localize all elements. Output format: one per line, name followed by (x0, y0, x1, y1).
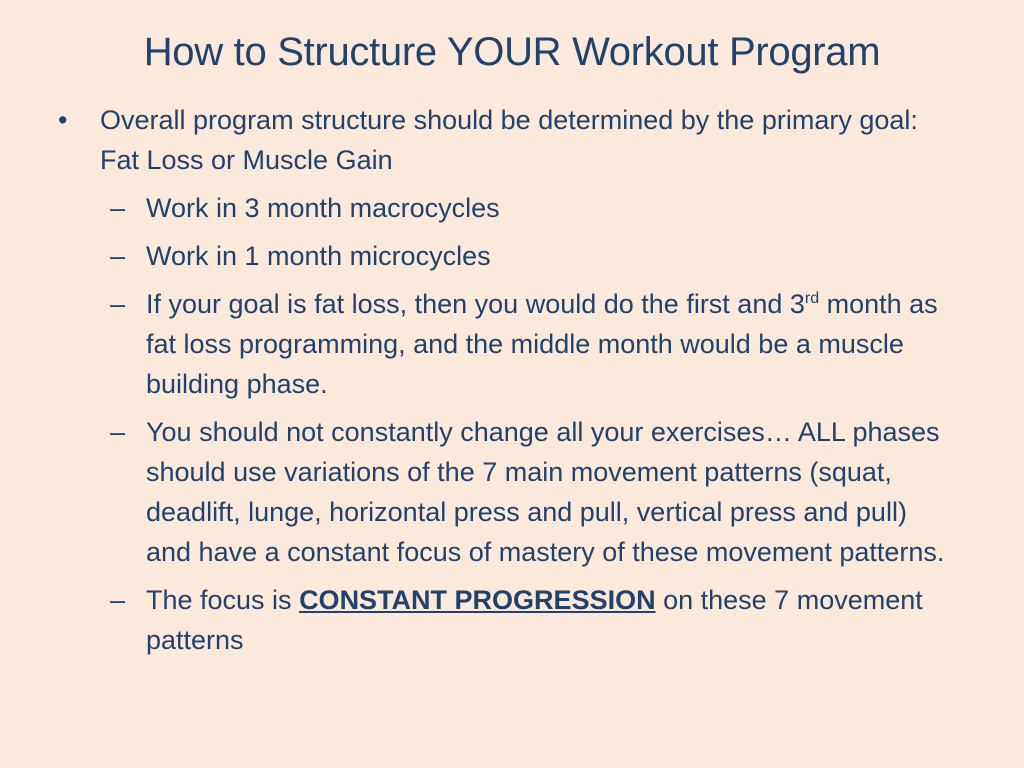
sub-bullet-fat-loss-goal (58, 284, 958, 404)
dash-marker: – (110, 585, 126, 615)
sub-bullet-text: Work in 3 month macrocycles (146, 193, 500, 223)
sub-bullet-exercise-variation (58, 412, 958, 572)
sub-bullet-text-start: The focus is (146, 585, 300, 615)
bullet-marker: • (58, 105, 68, 135)
main-bullet (58, 100, 958, 180)
slide-title: How to Structure YOUR Workout Program (143, 30, 881, 74)
slide-content (58, 100, 958, 660)
dash-marker: – (110, 417, 126, 447)
main-bullet-text: Overall program structure should be determined by the primary goal: Fat Loss or Muscle Gain (100, 105, 918, 175)
sub-bullet-text-end: on these 7 movement patterns (146, 585, 923, 655)
dash-marker: – (110, 241, 126, 271)
dash-marker: – (110, 193, 126, 223)
dash-marker: – (110, 289, 126, 319)
sub-bullet-macrocycles (58, 188, 958, 228)
sub-bullet-text: Work in 1 month microcycles (146, 241, 491, 271)
ordinal-superscript: rd (804, 290, 820, 307)
sub-bullet-text: You should not constantly change all your exercises… ALL phases should use variations of the 7 main movement patterns (squat, deadlift, lunge, horizontal press and pull, vertical press and pull) and have a constant focus of mastery of these movement patterns. (146, 417, 945, 567)
sub-bullet-microcycles (58, 236, 958, 276)
sub-bullet-focus (58, 580, 958, 660)
sub-bullet-text-start: If your goal is fat loss, then you would do the first and 3 (146, 289, 805, 319)
sub-bullet-text-end: month as fat loss programming, and the middle month would be a muscle building phase. (146, 289, 938, 399)
emphasized-phrase: CONSTANT PROGRESSION (299, 585, 656, 615)
